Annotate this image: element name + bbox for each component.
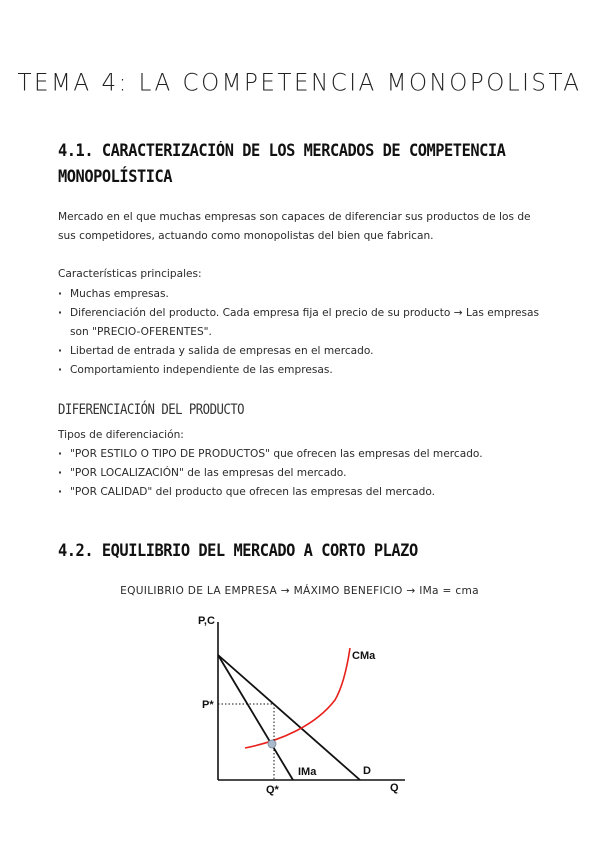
- x-axis-label: Q: [390, 782, 399, 794]
- list-item: · Diferenciación del producto. Cada empresa fija el precio de su producto → Las empresas son "PRECIO-OFERENTES".: [58, 304, 548, 342]
- marginal-cost-curve: [245, 648, 350, 748]
- types-label: Tipos de diferenciación:: [58, 429, 184, 441]
- list-item: · Comportamiento independiente de las empresas.: [58, 361, 548, 380]
- equilibrium-point: [268, 740, 276, 748]
- page-title: TEMA 4: LA COMPETENCIA MONOPOLISTA: [17, 69, 582, 97]
- list-item: · "POR LOCALIZACIÓN" de las empresas del mercado.: [58, 464, 548, 483]
- marginal-revenue-curve: [218, 655, 293, 780]
- equilibrium-caption: EQUILIBRIO DE LA EMPRESA → MÁXIMO BENEFICIO → IMa = cma: [120, 585, 479, 597]
- cma-label: CMa: [352, 650, 376, 662]
- features-list: [58, 285, 548, 380]
- price-label: P*: [202, 699, 214, 711]
- ima-label: IMa: [298, 766, 317, 778]
- definition-paragraph: Mercado en el que muchas empresas son capaces de diferenciar sus productos de los de sus competidores, actuando como monopolistas del bien que fabrican.: [58, 211, 531, 242]
- section-heading-4-1: 4.1. CARACTERIZACIÓN DE LOS MERCADOS DE COMPETENCIA MONOPOLÍSTICA: [58, 141, 506, 186]
- demand-label: D: [363, 765, 371, 777]
- list-item: · "POR ESTILO O TIPO DE PRODUCTOS" que ofrecen las empresas del mercado.: [58, 445, 548, 464]
- list-item: · Libertad de entrada y salida de empresas en el mercado.: [58, 342, 548, 361]
- types-list: [58, 445, 548, 502]
- equilibrium-graph: [190, 608, 420, 798]
- list-item: · Muchas empresas.: [58, 285, 548, 304]
- demand-curve: [218, 655, 360, 780]
- list-item: · "POR CALIDAD" del producto que ofrecen las empresas del mercado.: [58, 483, 548, 502]
- features-label: Características principales:: [58, 268, 202, 280]
- section-heading-4-2: 4.2. EQUILIBRIO DEL MERCADO A CORTO PLAZO: [58, 541, 418, 560]
- subheading-product-differentiation: DIFERENCIACIÓN DEL PRODUCTO: [58, 402, 245, 418]
- quantity-label: Q*: [266, 784, 279, 796]
- y-axis-label: P,C: [198, 615, 215, 627]
